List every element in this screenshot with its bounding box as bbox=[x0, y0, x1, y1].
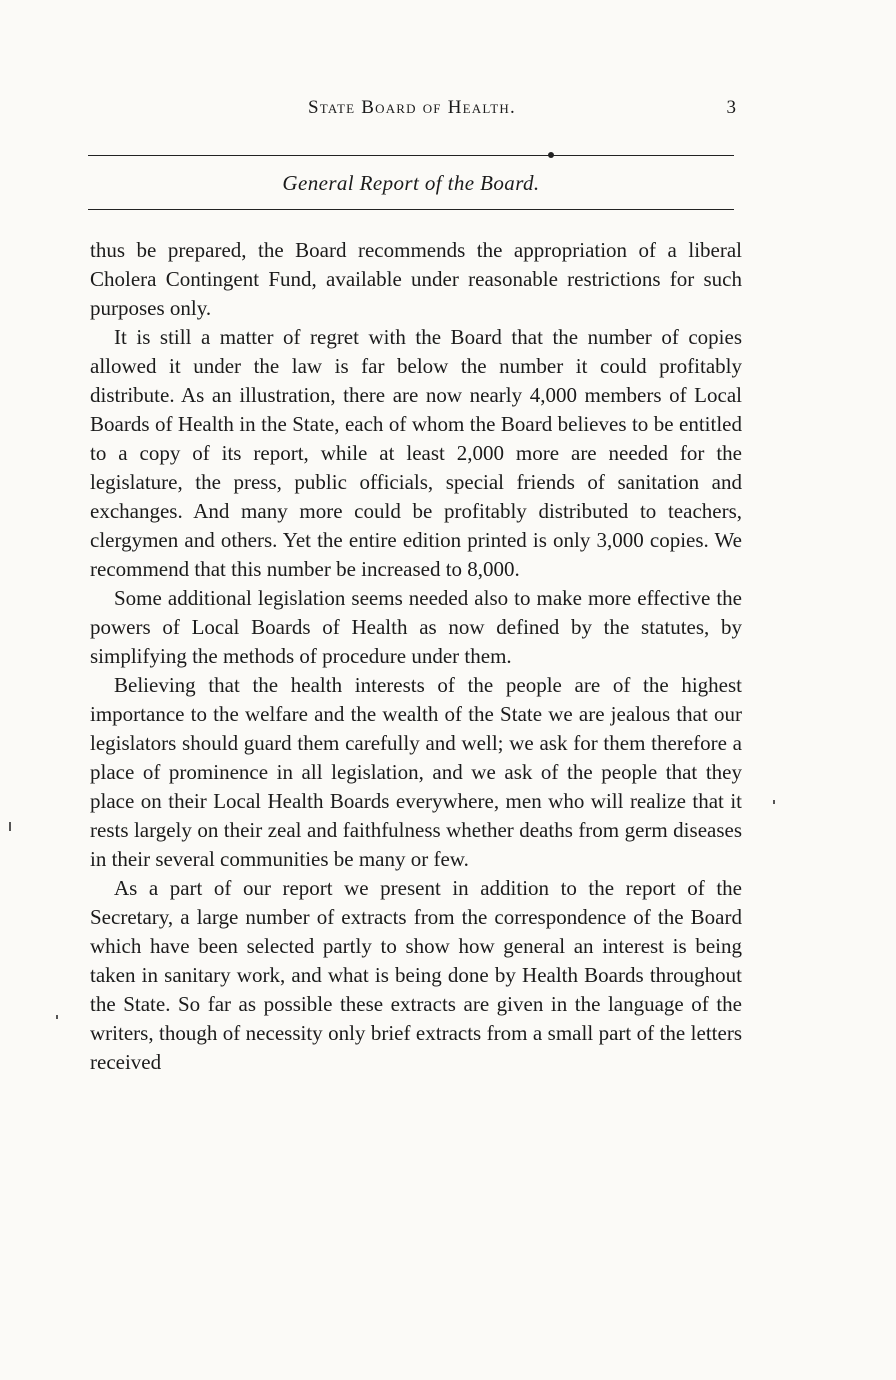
body-text bbox=[90, 236, 742, 1077]
header-rule-bottom bbox=[88, 209, 734, 210]
paragraph-report-copies: It is still a matter of regret with the Board that the number of copies allowed it under the law is far below the number it could profitably distribute. As an illustration, there are now nearly 4,000 members of Local Boards of Health in the State, each of whom the Board believes to be entitled to a copy of its report, while at least 2,000 more are needed for the legislature, the press, public officials, special friends of sanitation and exchanges. And many more could be profitably distributed to teachers, clergymen and others. Yet the entire edition printed is only 3,000 copies. We recommend that this number be increased to 8,000. bbox=[90, 325, 742, 581]
margin-speck bbox=[773, 800, 775, 804]
paragraph-legislation: Some additional legislation seems needed also to make more effective the powers of Local Boards of Health as now defined by the statutes, by simplifying the methods of procedure under them. bbox=[90, 586, 742, 668]
paragraph-extracts: As a part of our report we present in addition to the report of the Secretary, a large number of extracts from the correspondence of the Board which have been selected partly to show how general an interest is being taken in sanitary work, and what is being done by Health Boards throughout the State. So far as possible these extracts are given in the language of the writers, though of necessity only brief extracts from a small part of the letters received bbox=[90, 876, 742, 1074]
section-heading: General Report of the Board. bbox=[282, 171, 540, 195]
page-number: 3 bbox=[726, 97, 736, 118]
rule-ornament-dot bbox=[548, 152, 554, 158]
paragraph-cholera-fund: thus be prepared, the Board recommends the appropriation of a liberal Cholera Contingent Fund, available under reasonable restrictions for such purposes only. bbox=[90, 238, 742, 320]
header-rule-top bbox=[88, 155, 734, 156]
running-head bbox=[88, 97, 736, 129]
paragraph-health-interests: Believing that the health interests of the people are of the highest importance to the welfare and the wealth of the State we are jealous that our legislators should guard them carefully and well; we ask for them therefore a place of prominence in all legislation, and we ask of the people that they place on their Local Health Boards everywhere, men who will realize that it rests largely on their zeal and faithfulness whether deaths from germ diseases in their several communities be many or few. bbox=[90, 673, 742, 871]
margin-speck bbox=[56, 1015, 58, 1019]
margin-speck bbox=[9, 822, 11, 831]
running-title: State Board of Health. bbox=[308, 97, 516, 118]
